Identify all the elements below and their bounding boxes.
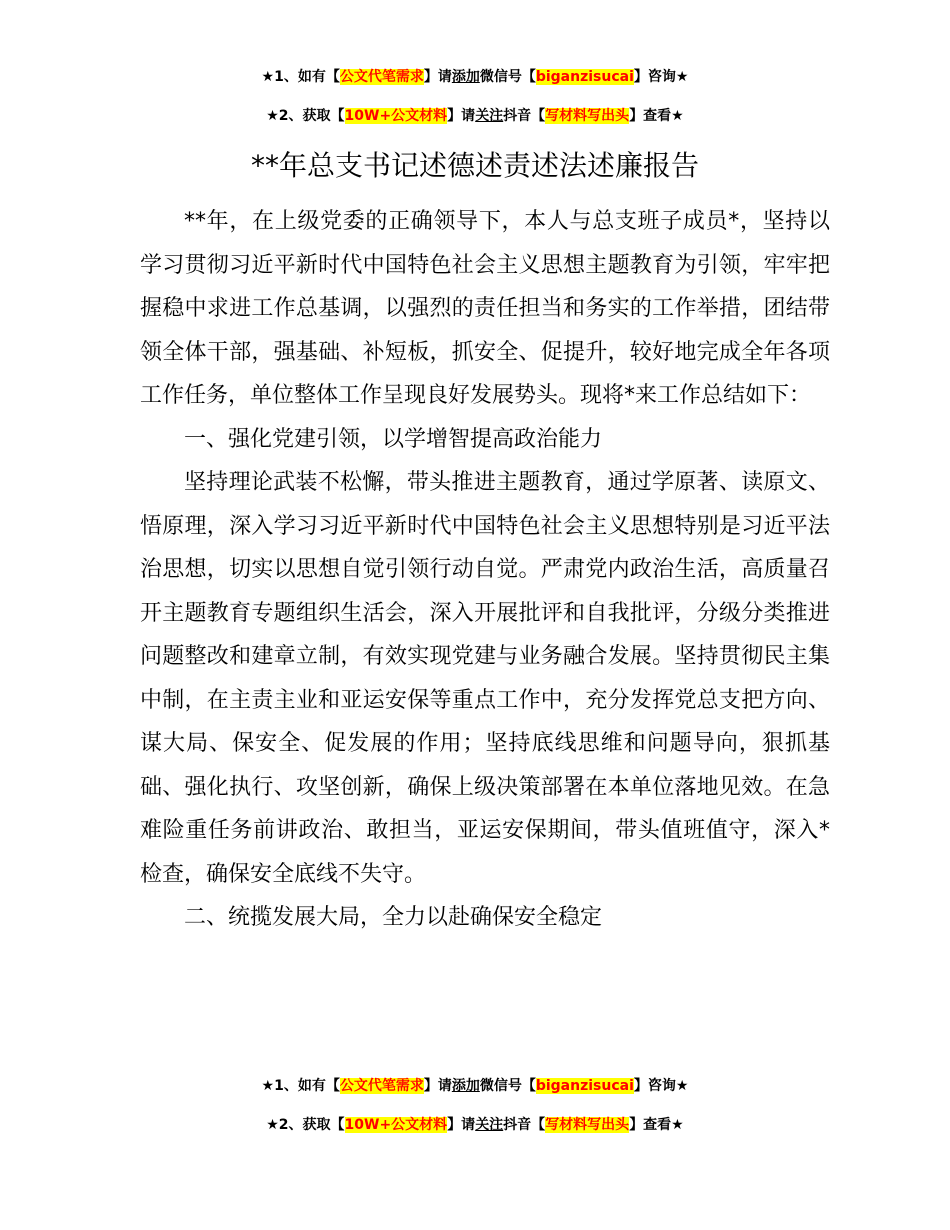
banner-highlight: 10W+公文材料 [344,108,448,124]
banner-douyin-id: 写材料写出头 [545,108,630,124]
banner-suffix: 】咨询★ [633,69,689,85]
section-heading-2: 二、统揽发展大局，全力以赴确保安全稳定 [184,905,603,930]
banner-underlined-text: 关注 [475,108,504,124]
document-body [140,200,830,940]
document-title: **年总支书记述德述责述法述廉报告 [250,149,699,182]
banner-underlined-text: 添加 [451,1078,480,1094]
banner-highlight: 公文代笔需求 [339,1078,424,1094]
banner-prefix: ★2、获取【 [266,1117,345,1133]
banner-text: 】请 [423,1078,452,1094]
promo-banner-line-1 [0,67,950,87]
promo-banner-line-2 [0,106,950,126]
banner-douyin-id: 写材料写出头 [545,1117,630,1133]
banner-suffix: 】查看★ [629,1117,684,1133]
banner-text: 抖音【 [503,108,546,124]
banner-suffix: 】查看★ [629,108,684,124]
paragraph-section-1: 坚持理论武装不松懈，带头推进主题教育，通过学原著、读原文、悟原理，深入学习习近平新时代中国特色社会主义思想特别是习近平法治思想，切实以思想自觉引领行动自觉。严肃党内政治生活，高质量召开主题教育专题组织生活会，深入开展批评和自我批评，分级分类推进问题整改和建章立制，有效实现党建与业务融合发展。坚持贯彻民主集中制，在主责主业和亚运安保等重点工作中，充分发挥党总支把方向、谋大局、保安全、促发展的作用；坚持底线思维和问题导向，狠抓基础、强化执行、攻坚创新，确保上级决策部署在本单位落地见效。在急难险重任务前讲政治、敢担当，亚运安保期间，带头值班值守，深入*检查，确保安全底线不失守。 [140,470,830,887]
banner-prefix: ★1、如有【 [261,69,340,85]
promo-banner-footer-line-1 [0,1076,950,1096]
banner-wechat-id: biganzisucai [535,1078,634,1094]
banner-wechat-id: biganzisucai [535,69,634,85]
paragraph-intro: **年，在上级党委的正确领导下，本人与总支班子成员*，坚持以学习贯彻习近平新时代中国特色社会主义思想主题教育为引领，牢牢把握稳中求进工作总基调，以强烈的责任担当和务实的工作举措，团结带领全体干部，强基础、补短板，抓安全、促提升，较好地完成全年各项工作任务，单位整体工作呈现良好发展势头。现将*来工作总结如下： [140,209,830,408]
section-heading-1: 一、强化党建引领，以学增智提高政治能力 [184,426,603,452]
banner-text: 】请 [423,69,452,85]
banner-text: 】请 [447,1117,476,1133]
banner-text: 抖音【 [503,1117,546,1133]
banner-prefix: ★1、如有【 [261,1078,340,1094]
banner-text: 】请 [447,108,476,124]
banner-underlined-text: 关注 [475,1117,504,1133]
banner-prefix: ★2、获取【 [266,108,345,124]
banner-underlined-text: 添加 [451,69,480,85]
banner-highlight: 公文代笔需求 [339,69,424,85]
banner-text: 微信号【 [479,1078,536,1094]
banner-text: 微信号【 [479,69,536,85]
banner-suffix: 】咨询★ [633,1078,689,1094]
banner-highlight: 10W+公文材料 [344,1117,448,1133]
promo-banner-footer-line-2 [0,1115,950,1135]
